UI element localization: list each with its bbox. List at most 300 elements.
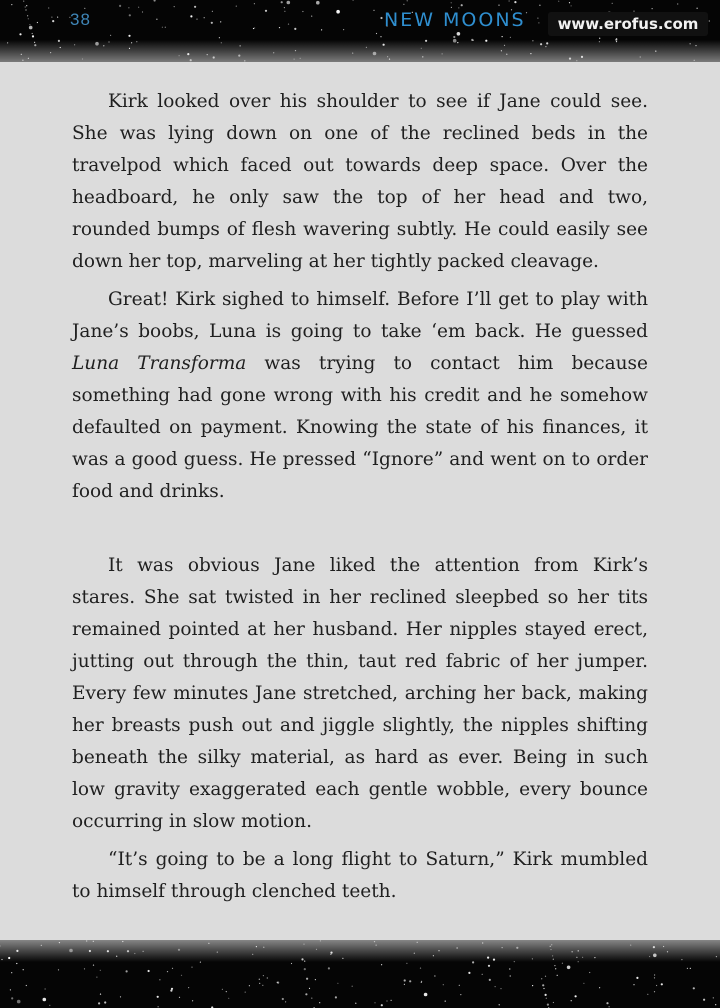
star bbox=[482, 942, 483, 943]
star bbox=[316, 949, 317, 950]
star bbox=[7, 42, 8, 43]
star bbox=[22, 60, 23, 61]
star bbox=[82, 58, 83, 59]
star bbox=[196, 19, 197, 20]
star bbox=[52, 20, 54, 22]
star bbox=[554, 965, 555, 966]
star bbox=[374, 1002, 375, 1003]
star bbox=[424, 993, 428, 997]
star bbox=[576, 957, 577, 958]
star bbox=[509, 968, 510, 969]
star bbox=[380, 36, 381, 37]
star bbox=[226, 991, 227, 992]
star bbox=[129, 48, 130, 49]
star bbox=[571, 1000, 572, 1001]
star bbox=[136, 41, 137, 42]
star bbox=[253, 28, 254, 29]
star bbox=[23, 1, 24, 2]
star bbox=[677, 3, 678, 4]
star bbox=[583, 983, 584, 984]
star bbox=[343, 29, 344, 30]
star bbox=[236, 6, 237, 7]
star bbox=[599, 41, 600, 42]
star bbox=[304, 968, 306, 970]
star bbox=[713, 997, 714, 998]
paragraph-text: was trying to contact him because something had gone wrong with his credit and he somehow defaulted on payment. Knowing the state of his finances, it was a good guess. He pressed “Ignore” and went on to order food and drinks. bbox=[72, 353, 648, 502]
star bbox=[11, 972, 12, 973]
star bbox=[616, 41, 617, 42]
star bbox=[287, 1, 291, 5]
star bbox=[433, 955, 434, 956]
star bbox=[301, 958, 303, 960]
star bbox=[654, 974, 655, 975]
star bbox=[681, 959, 682, 960]
star bbox=[546, 998, 547, 999]
star bbox=[311, 998, 312, 999]
star bbox=[451, 7, 452, 8]
star bbox=[25, 9, 26, 10]
star bbox=[553, 959, 554, 960]
star bbox=[120, 996, 121, 997]
star bbox=[654, 991, 655, 992]
starfield-graphic bbox=[0, 940, 720, 1008]
star bbox=[542, 984, 544, 986]
star bbox=[328, 967, 330, 969]
star bbox=[148, 970, 150, 972]
star bbox=[8, 957, 10, 959]
star bbox=[599, 987, 600, 988]
star bbox=[545, 46, 546, 47]
star bbox=[32, 35, 34, 37]
star bbox=[142, 11, 143, 12]
star bbox=[355, 1003, 356, 1004]
star bbox=[165, 27, 166, 28]
star bbox=[207, 54, 208, 55]
star bbox=[342, 958, 343, 959]
star bbox=[116, 956, 117, 957]
star bbox=[502, 36, 503, 37]
star bbox=[110, 35, 111, 36]
star bbox=[543, 988, 544, 989]
star bbox=[316, 1, 320, 5]
star bbox=[103, 45, 104, 46]
star bbox=[540, 43, 542, 45]
page-number: 38 bbox=[70, 10, 91, 29]
star bbox=[34, 44, 36, 46]
star bbox=[192, 1000, 193, 1001]
star bbox=[95, 42, 99, 46]
star bbox=[37, 22, 38, 23]
star bbox=[131, 42, 132, 43]
star bbox=[294, 59, 295, 60]
star bbox=[320, 940, 321, 941]
star bbox=[25, 6, 26, 7]
star bbox=[715, 1004, 716, 1005]
star bbox=[453, 36, 455, 38]
star bbox=[376, 945, 377, 946]
star bbox=[219, 37, 220, 38]
star bbox=[190, 59, 192, 61]
star bbox=[567, 966, 571, 970]
star bbox=[546, 42, 548, 44]
star bbox=[172, 968, 173, 969]
star bbox=[0, 945, 1, 946]
star bbox=[122, 941, 123, 942]
star bbox=[667, 951, 668, 952]
star bbox=[277, 982, 278, 983]
star bbox=[337, 983, 338, 984]
star bbox=[406, 963, 407, 964]
star bbox=[213, 56, 215, 58]
star bbox=[336, 10, 340, 14]
star bbox=[267, 977, 268, 978]
star bbox=[217, 952, 218, 953]
star bbox=[500, 988, 501, 989]
star bbox=[653, 954, 657, 958]
star bbox=[709, 20, 710, 21]
star bbox=[389, 59, 390, 60]
star bbox=[569, 58, 571, 60]
star bbox=[26, 5, 27, 6]
star bbox=[188, 987, 189, 988]
star bbox=[383, 44, 385, 46]
star bbox=[245, 992, 246, 993]
star bbox=[129, 14, 131, 16]
star bbox=[190, 15, 192, 17]
star bbox=[1, 959, 2, 960]
star bbox=[498, 5, 499, 6]
star bbox=[273, 52, 274, 53]
star bbox=[532, 40, 533, 41]
star bbox=[259, 983, 260, 984]
star bbox=[652, 8, 653, 9]
star bbox=[311, 16, 312, 17]
star bbox=[84, 968, 85, 969]
star bbox=[265, 10, 267, 12]
star bbox=[380, 17, 382, 19]
star bbox=[57, 17, 58, 18]
star bbox=[576, 60, 577, 61]
paragraph: “It’s going to be a long flight to Saturn,” Kirk mumbled to himself through clenched teeth. bbox=[72, 849, 648, 902]
star bbox=[291, 963, 292, 964]
star bbox=[582, 957, 583, 958]
star bbox=[473, 40, 474, 41]
star bbox=[319, 1002, 320, 1003]
star bbox=[451, 2, 452, 3]
star bbox=[252, 954, 253, 955]
star bbox=[636, 977, 638, 979]
star bbox=[606, 1002, 608, 1004]
star bbox=[28, 58, 29, 59]
star bbox=[407, 0, 408, 1]
star bbox=[495, 986, 496, 987]
star bbox=[98, 1002, 100, 1004]
star bbox=[421, 982, 422, 983]
star bbox=[126, 970, 128, 972]
star bbox=[539, 5, 540, 6]
star bbox=[58, 969, 59, 970]
star bbox=[240, 45, 241, 46]
star bbox=[609, 1006, 610, 1007]
star bbox=[330, 954, 331, 955]
star bbox=[263, 947, 264, 948]
star bbox=[134, 953, 135, 954]
star bbox=[41, 945, 42, 946]
star bbox=[581, 56, 583, 58]
star bbox=[60, 47, 61, 48]
star bbox=[303, 944, 304, 945]
star bbox=[187, 53, 189, 55]
star bbox=[571, 5, 572, 6]
star bbox=[181, 975, 182, 976]
star bbox=[376, 33, 377, 34]
star bbox=[572, 951, 573, 952]
star bbox=[104, 1001, 106, 1003]
star bbox=[285, 1001, 286, 1002]
star bbox=[28, 18, 29, 19]
watermark-logo: www.erofus.com bbox=[548, 12, 708, 36]
star bbox=[221, 42, 222, 43]
star bbox=[457, 947, 458, 948]
star bbox=[259, 979, 260, 980]
star bbox=[381, 1004, 383, 1006]
star bbox=[49, 1005, 50, 1006]
star bbox=[514, 1, 516, 3]
paragraph: Kirk looked over his shoulder to see if Jane could see. She was lying down on one of the reclined beds in the travelpod which faced out towards deep space. Over the headboard, he only saw the top of her head and two, rounded bumps of flesh wavering subtly. He could easily see down her top, marveling at her tightly packed cleavage. bbox=[72, 91, 648, 272]
star bbox=[156, 19, 157, 20]
star bbox=[562, 963, 563, 964]
star bbox=[128, 7, 129, 8]
star bbox=[208, 943, 209, 944]
star bbox=[143, 951, 144, 952]
star bbox=[438, 950, 439, 951]
star bbox=[654, 977, 655, 978]
star bbox=[386, 1000, 387, 1001]
star bbox=[48, 7, 49, 8]
star bbox=[656, 985, 657, 986]
star bbox=[551, 944, 552, 945]
star bbox=[220, 21, 221, 22]
star bbox=[663, 946, 664, 947]
star bbox=[86, 940, 87, 941]
star bbox=[417, 942, 418, 943]
star bbox=[27, 15, 28, 16]
paragraph-text: Great! Kirk sighed to himself. Before I’ll get to play with Jane’s boobs, Luna is going to take ‘em back. He guessed bbox=[72, 289, 648, 342]
star bbox=[26, 985, 27, 986]
star bbox=[93, 965, 94, 966]
star bbox=[254, 27, 255, 28]
star bbox=[204, 17, 205, 18]
star bbox=[305, 993, 307, 995]
star bbox=[569, 2, 570, 3]
star bbox=[459, 985, 460, 986]
star bbox=[461, 4, 463, 6]
star bbox=[716, 956, 717, 957]
star bbox=[690, 43, 691, 44]
star bbox=[697, 8, 698, 9]
star bbox=[107, 950, 109, 952]
star bbox=[485, 40, 487, 42]
star bbox=[51, 17, 52, 18]
star bbox=[256, 946, 257, 947]
paragraph bbox=[72, 284, 648, 508]
star bbox=[222, 989, 223, 990]
star bbox=[550, 946, 551, 947]
star bbox=[284, 7, 285, 8]
star bbox=[687, 968, 688, 969]
star bbox=[128, 35, 130, 37]
star bbox=[502, 947, 503, 948]
star bbox=[445, 1001, 446, 1002]
star bbox=[315, 979, 316, 980]
star bbox=[373, 10, 374, 11]
star bbox=[45, 988, 46, 989]
star bbox=[11, 997, 13, 999]
running-header-title: NEW MOONS bbox=[384, 9, 526, 31]
star bbox=[640, 56, 641, 57]
star bbox=[373, 52, 377, 56]
star bbox=[472, 961, 474, 963]
star bbox=[615, 39, 617, 41]
star bbox=[170, 990, 172, 992]
star bbox=[194, 6, 196, 8]
star bbox=[482, 974, 483, 975]
star bbox=[695, 45, 696, 46]
star bbox=[191, 967, 192, 968]
star bbox=[409, 980, 411, 982]
star bbox=[555, 968, 556, 969]
star bbox=[178, 949, 180, 951]
star bbox=[541, 978, 542, 979]
star bbox=[589, 972, 590, 973]
star bbox=[547, 1004, 549, 1006]
star bbox=[421, 48, 422, 49]
star bbox=[537, 18, 538, 19]
star bbox=[649, 956, 650, 957]
star bbox=[442, 53, 443, 54]
star bbox=[282, 998, 284, 1000]
star bbox=[453, 39, 457, 43]
star bbox=[34, 42, 35, 43]
star bbox=[468, 972, 470, 974]
star bbox=[16, 950, 18, 952]
star bbox=[89, 950, 91, 952]
star bbox=[10, 989, 11, 990]
star bbox=[159, 979, 160, 980]
star bbox=[655, 51, 656, 52]
star bbox=[321, 29, 322, 30]
star bbox=[693, 987, 695, 989]
star bbox=[157, 996, 159, 998]
star bbox=[694, 60, 695, 61]
star bbox=[179, 997, 180, 998]
star bbox=[514, 961, 515, 962]
star bbox=[249, 985, 250, 986]
star bbox=[532, 958, 533, 959]
star bbox=[300, 58, 301, 59]
star bbox=[244, 60, 245, 61]
star bbox=[263, 975, 264, 976]
star bbox=[552, 955, 553, 956]
star bbox=[493, 959, 495, 961]
star bbox=[306, 978, 308, 980]
star bbox=[434, 975, 435, 976]
star bbox=[422, 56, 423, 57]
star bbox=[612, 3, 613, 4]
star bbox=[599, 38, 600, 39]
star bbox=[633, 984, 634, 985]
star bbox=[50, 52, 51, 53]
star bbox=[391, 1000, 392, 1001]
star bbox=[352, 986, 353, 987]
star bbox=[295, 50, 296, 51]
star bbox=[425, 40, 427, 42]
star bbox=[254, 3, 255, 4]
star bbox=[302, 11, 303, 12]
star bbox=[558, 1, 559, 2]
star bbox=[510, 37, 511, 38]
star bbox=[653, 946, 655, 948]
star bbox=[404, 979, 406, 981]
star bbox=[43, 998, 47, 1002]
star bbox=[238, 55, 240, 57]
star bbox=[212, 11, 213, 12]
star bbox=[154, 0, 156, 2]
star bbox=[59, 942, 60, 943]
star bbox=[504, 45, 505, 46]
star bbox=[457, 42, 458, 43]
star bbox=[545, 994, 547, 996]
star bbox=[281, 1, 283, 3]
star bbox=[211, 22, 213, 24]
star bbox=[29, 24, 30, 25]
star bbox=[288, 24, 289, 25]
star bbox=[304, 961, 305, 962]
star bbox=[501, 50, 502, 51]
star bbox=[158, 1006, 159, 1007]
star bbox=[703, 999, 705, 1001]
star bbox=[279, 27, 280, 28]
paragraph: It was obvious Jane liked the attention from Kirk’s stares. She sat twisted in her reclined sleepbed so her tits remained pointed at her husband. Her nipples stayed erect, jutting out through the thin, taut red fabric of her jumper. Every few minutes Jane stretched, arching her back, making her breasts push out and jiggle slightly, the nipples shifting beneath the silky material, as hard as ever. Being in such low gravity exaggerated each gentle wobble, every bounce occurring in slow motion. bbox=[72, 555, 648, 832]
star bbox=[414, 953, 415, 954]
star bbox=[96, 977, 97, 978]
star bbox=[594, 957, 595, 958]
star bbox=[366, 47, 367, 48]
star bbox=[538, 22, 539, 23]
star bbox=[487, 957, 489, 959]
star bbox=[575, 995, 577, 997]
star bbox=[420, 968, 421, 969]
star bbox=[32, 33, 33, 34]
star bbox=[578, 950, 579, 951]
star bbox=[499, 1004, 500, 1005]
star bbox=[381, 964, 382, 965]
star bbox=[630, 945, 631, 946]
star bbox=[489, 979, 491, 981]
star bbox=[127, 950, 129, 952]
star bbox=[387, 56, 388, 57]
star bbox=[488, 965, 490, 967]
star bbox=[29, 26, 33, 30]
star bbox=[443, 984, 444, 985]
star bbox=[167, 971, 168, 972]
star bbox=[23, 969, 24, 970]
star bbox=[553, 1002, 554, 1003]
star bbox=[550, 949, 551, 950]
star bbox=[457, 32, 461, 36]
italic-title: Luna Transforma bbox=[72, 353, 247, 374]
star bbox=[506, 54, 507, 55]
